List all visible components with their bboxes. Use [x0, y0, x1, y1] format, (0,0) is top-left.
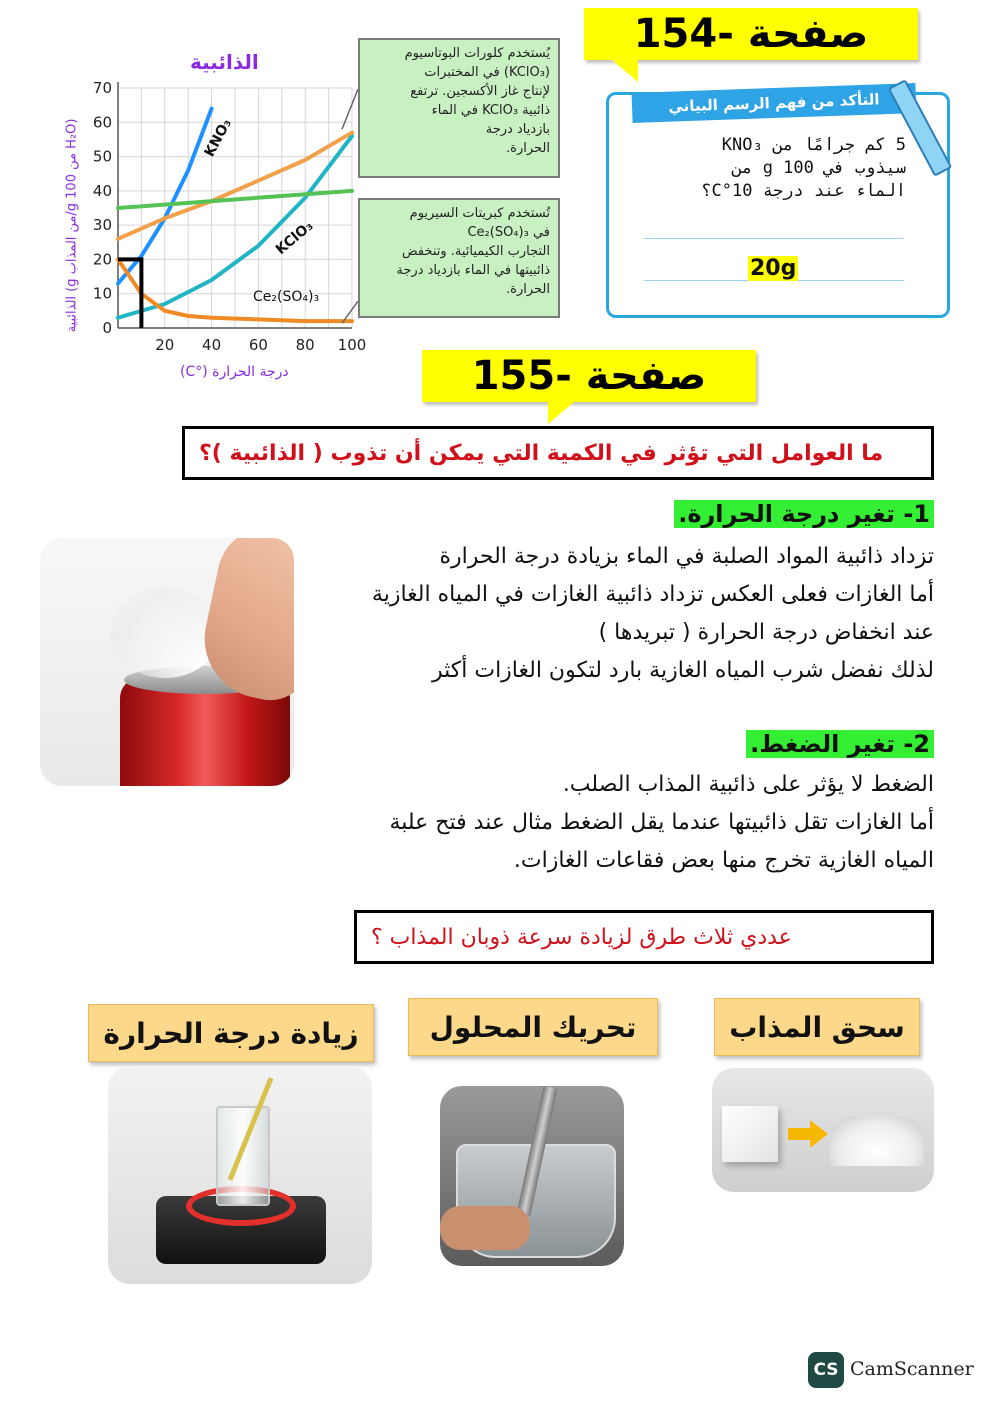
page-154-title: صفحة -154 — [633, 11, 869, 57]
x-tick-label: 20 — [155, 336, 175, 354]
solubility-chart — [40, 30, 580, 400]
beaker — [216, 1106, 270, 1206]
y-tick-label: 60 — [92, 113, 112, 132]
page-155-callout — [422, 350, 756, 402]
arrow-right-icon — [788, 1128, 810, 1140]
label-kclo3: KClO₃ — [272, 217, 317, 259]
check-notebook — [606, 92, 950, 318]
check-answer: 20g — [750, 256, 797, 281]
sugar-cube — [722, 1106, 778, 1162]
y-tick-label: 30 — [92, 216, 112, 235]
stirring-image — [440, 1086, 624, 1266]
chart-title: الذائبية — [190, 50, 259, 74]
method-stir-label: تحريك المحلول — [408, 998, 658, 1056]
x-tick-label: 60 — [248, 336, 268, 354]
page-154-callout — [584, 8, 918, 60]
factor-2-paragraph: الضغط لا يؤثر على ذائبية المذاب الصلب. أما الغازات تقل ذائبيتها عندما يقل الضغط مثال عند فتح علبة المياه الغازية تخرج منها بعض فقاعات الغازات. — [389, 772, 934, 873]
sugar-powder — [830, 1116, 924, 1166]
page-155-callout-tail — [548, 402, 574, 424]
method-crush-label: سحق المذاب — [714, 998, 920, 1056]
chart-ylabel: الذائبية (g من المذاب/g 100 من H₂O) — [64, 118, 80, 333]
y-tick-label: 70 — [92, 79, 112, 97]
note-kclo3: يُستخدم كلورات البوتاسيوم (KClO₃) في المختبرات لإنتاج غاز الأكسجين. ترتفع ذائبية KClO₃ في الماء بازدياد درجة الحرارة. — [358, 38, 560, 178]
hand — [440, 1206, 530, 1250]
y-tick-label: 10 — [92, 284, 112, 303]
camscanner-text: CamScanner — [850, 1358, 974, 1380]
x-tick-label: 100 — [337, 336, 367, 354]
soda-can-image — [40, 538, 294, 786]
page-154-callout-tail — [612, 60, 638, 82]
check-question: 5 كم جرامًا من KNO₃ سيذوب في g 100 من الماء عند درجة 10°C؟ — [701, 135, 906, 201]
x-tick-label: 40 — [202, 336, 222, 354]
factor-2-heading: 2- تغير الضغط. — [746, 730, 934, 758]
factor-2-heading-row — [600, 730, 934, 758]
answer-line-1 — [644, 238, 904, 239]
label-ce: Ce₂(SO₄)₃ — [253, 289, 320, 305]
arrow-head-icon — [810, 1120, 828, 1148]
note-pointer-1 — [342, 89, 358, 129]
method-heat-label: زيادة درجة الحرارة — [88, 1004, 374, 1062]
camscanner-logo: CS — [808, 1352, 844, 1388]
label-kno3: KNO₃ — [201, 116, 235, 160]
factor-1-paragraph: تزداد ذائبية المواد الصلبة في الماء بزيادة درجة الحرارة أما الغازات فعلى العكس تزداد ذائبية الغازات في المياه الغازية عند انخفاض درجة الحرارة ( تبريدها ) لذلك نفضل شرب المياه الغازية بارد لتكون الغازات أكثر — [371, 544, 934, 683]
y-tick-label: 20 — [92, 250, 112, 269]
check-header-text: التأكد من فهم الرسم البياني — [668, 90, 880, 116]
crushed-sugar-image — [712, 1068, 934, 1192]
spray-mist — [110, 588, 220, 678]
x-tick-label: 80 — [295, 336, 315, 354]
question-2-box — [354, 910, 934, 964]
page-155-title: صفحة -155 — [471, 353, 707, 399]
y-tick-label: 40 — [92, 181, 112, 200]
hot-plate-image — [108, 1066, 372, 1284]
question-1-box — [182, 426, 934, 480]
factor-1-heading: 1- تغير درجة الحرارة. — [674, 500, 934, 528]
chart-xlabel: درجة الحرارة (°C) — [180, 364, 289, 380]
factor-1-heading-row — [600, 500, 934, 528]
question-2-text: عددي ثلاث طرق لزيادة سرعة ذوبان المذاب ؟ — [371, 924, 792, 950]
note-cerium: تُستخدم كبريتات السيريوم في Ce₂(SO₄)₃ التجارب الكيميائية. وتنخفض ذائبيتها في الماء بازدياد درجة الحرارة. — [358, 198, 560, 318]
y-tick-label: 0 — [102, 319, 112, 337]
question-1-text: ما العوامل التي تؤثر في الكمية التي يمكن أن تذوب ( الذائبية )؟ — [199, 440, 884, 466]
y-tick-label: 50 — [92, 147, 112, 166]
